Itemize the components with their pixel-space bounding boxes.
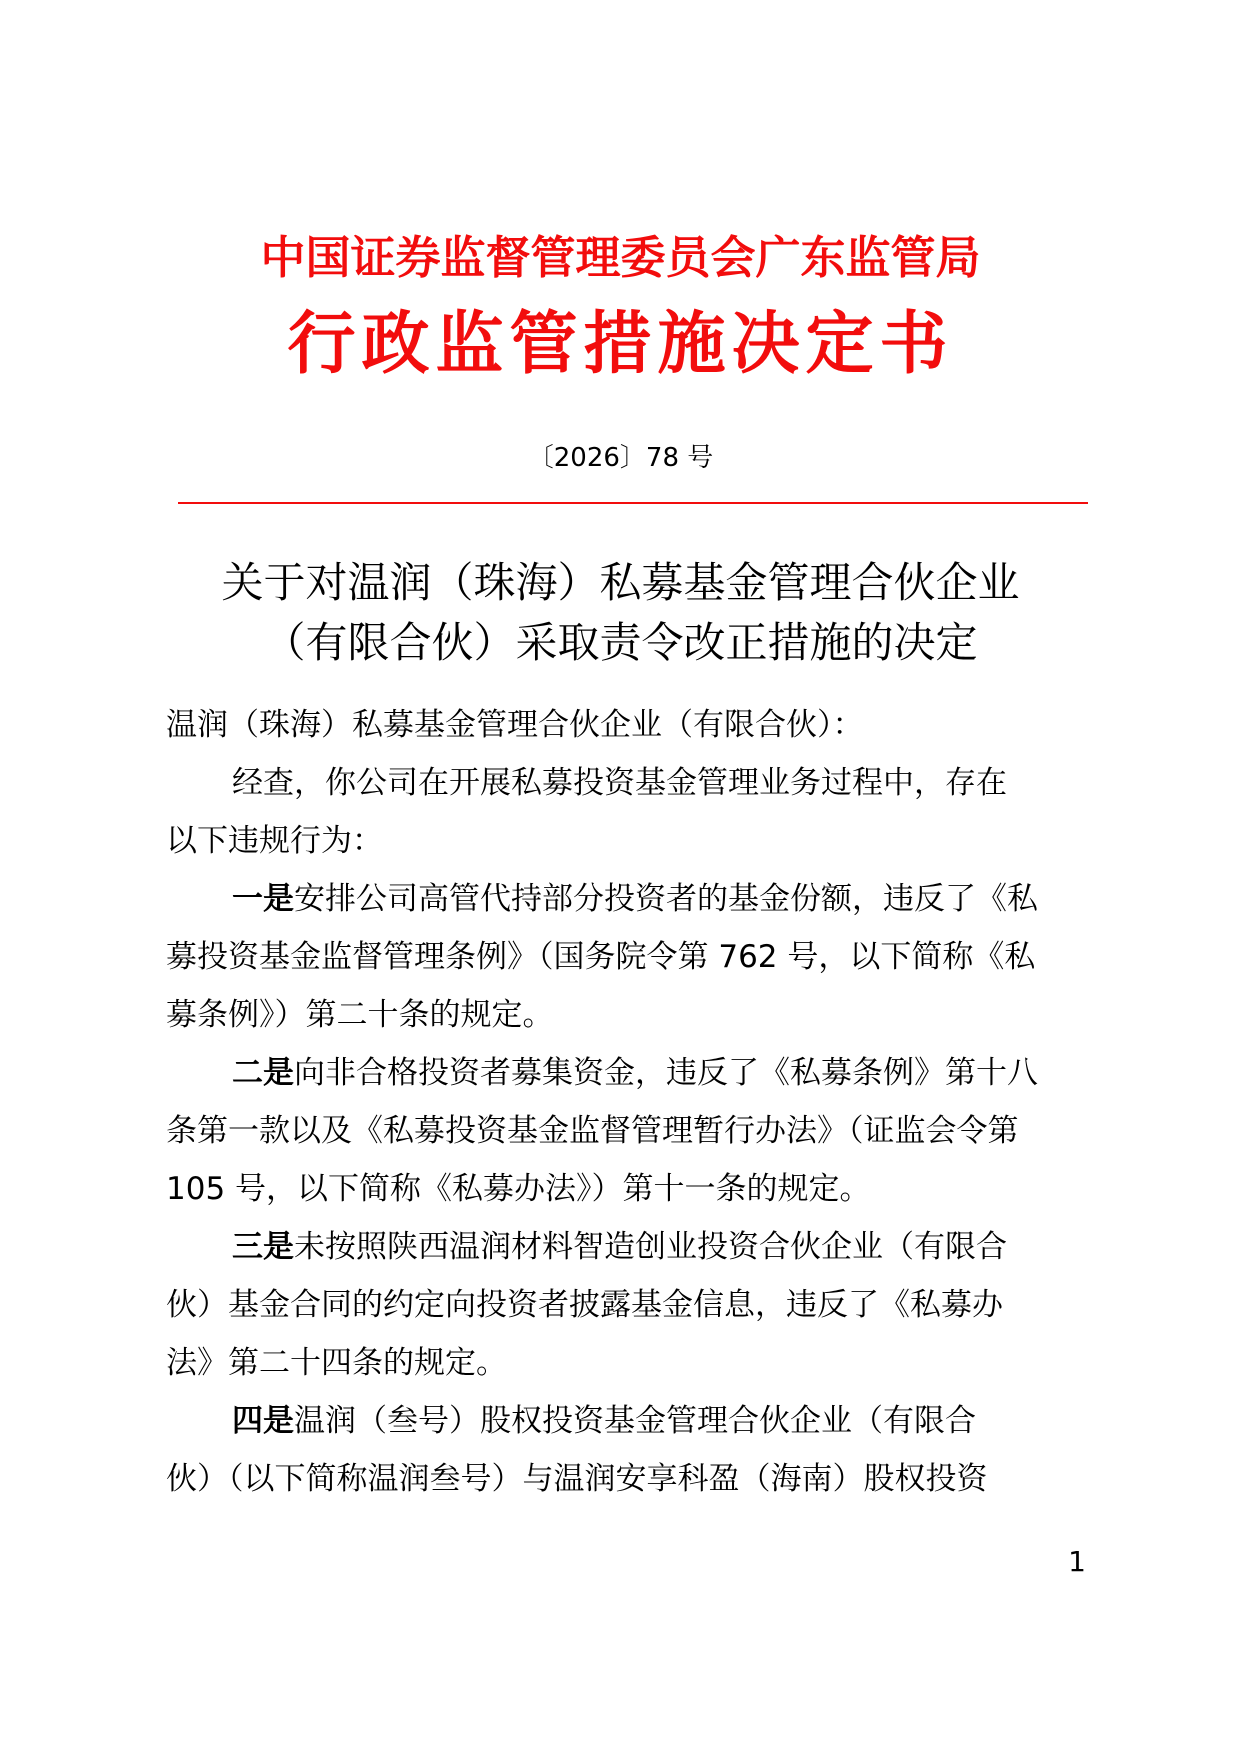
intro-line: 经查，你公司在开展私募投资基金管理业务过程中，存在 [232, 765, 1007, 801]
violation-line: 募投资基金监督管理条例》（国务院令第 762 号，以下简称《私 [166, 939, 1036, 975]
red-divider [178, 502, 1088, 504]
violation-line: 伙）基金合同的约定向投资者披露基金信息，违反了《私募办 [166, 1287, 1003, 1323]
violation-line: 募条例》）第二十条的规定。 [166, 997, 554, 1033]
issuer-name: 中国证券监督管理委员会广东监管局 [260, 231, 981, 284]
violation-item-3 [166, 1218, 1086, 1276]
violation-item-4 [166, 1392, 1086, 1450]
document-title [0, 553, 1241, 673]
item-label: 四是 [232, 1403, 294, 1439]
violation-line: 105 号，以下简称《私募办法》）第十一条的规定。 [166, 1171, 871, 1207]
item-text: 温润（叁号）股权投资基金管理合伙企业（有限合 [294, 1403, 976, 1439]
addressee: 温润（珠海）私募基金管理合伙企业（有限合伙）： [166, 707, 864, 743]
title-line: 关于对温润（珠海）私募基金管理合伙企业 [221, 558, 1020, 607]
title-line: （有限合伙）采取责令改正措施的决定 [263, 618, 978, 667]
violation-line: 条第一款以及《私募投资基金监督管理暂行办法》（证监会令第 [166, 1113, 1019, 1149]
item-text: 安排公司高管代持部分投资者的基金份额，违反了《私 [294, 881, 1038, 917]
intro-line: 以下违规行为： [166, 823, 383, 859]
item-label: 二是 [232, 1055, 294, 1091]
document-body [166, 696, 1086, 1508]
violation-line: 法》第二十四条的规定。 [166, 1345, 507, 1381]
document-number: 〔2026〕78 号 [527, 443, 714, 473]
document-type-heading: 行政监管措施决定书 [287, 305, 954, 384]
violation-item-1 [166, 870, 1086, 928]
violation-line: 伙）（以下简称温润叁号）与温润安享科盈（海南）股权投资 [166, 1461, 988, 1497]
item-label: 三是 [232, 1229, 294, 1265]
item-text: 向非合格投资者募集资金，违反了《私募条例》第十八 [294, 1055, 1038, 1091]
item-label: 一是 [232, 881, 294, 917]
violation-item-2 [166, 1044, 1086, 1102]
page-number: 1 [1068, 1545, 1086, 1578]
item-text: 未按照陕西温润材料智造创业投资合伙企业（有限合 [294, 1229, 1007, 1265]
